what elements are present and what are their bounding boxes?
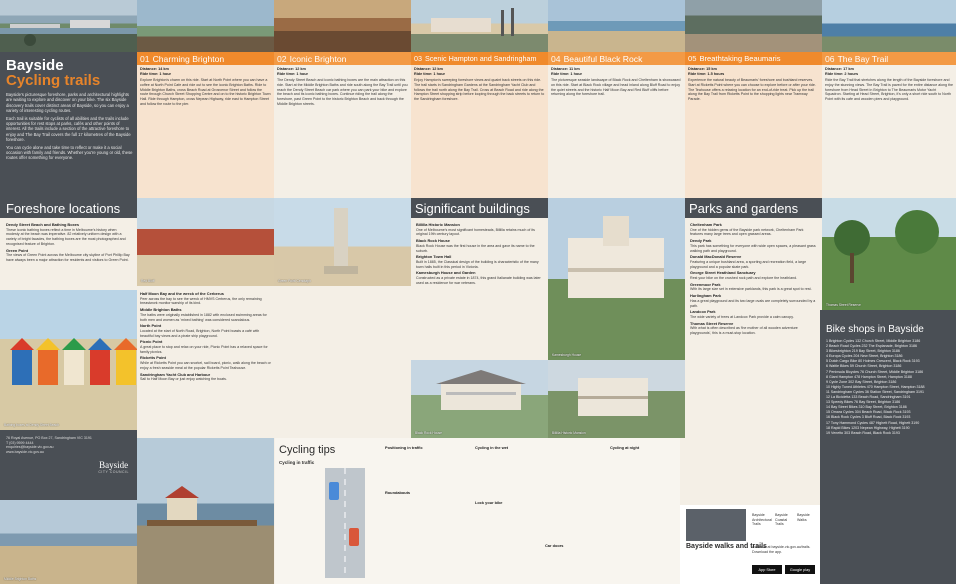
brighton-pier-photo xyxy=(0,0,137,52)
bike-shop-item: 11 Sandringham Cycles 36 Station Street, Sandringham 3191 xyxy=(826,389,925,394)
photo-caption: Bathing boxes at Dendy Street Beach xyxy=(4,423,59,427)
bathing-boxes-art xyxy=(0,290,137,430)
trail-1-photo xyxy=(137,0,274,52)
photo-caption: Billilla Historic Mansion xyxy=(552,431,586,435)
location-text: Located at the start of North Road, Brighton, North Point boasts a café with beautiful bay views and a pirate ship playground. xyxy=(140,328,260,338)
trees-art xyxy=(822,198,956,310)
trail-name: The Bay Trail xyxy=(837,53,889,64)
road-diagram xyxy=(315,468,375,578)
brand-title: Bayside xyxy=(6,57,64,74)
trail-3-header[interactable] xyxy=(411,52,548,65)
council-footer xyxy=(0,430,137,500)
location-title: Green Point xyxy=(6,247,29,253)
park-text: This park has something for everyone with wide open spaces, a pleasant grass walking path and playground. xyxy=(690,243,816,253)
mansion-art xyxy=(548,198,685,360)
bike-shop-item: 15 Omara Cycles 304 Beach Road, Black Rock 3193 xyxy=(826,410,911,415)
trail-6-photo xyxy=(822,0,956,52)
tip-positioning xyxy=(385,444,465,495)
yacht-club-art xyxy=(411,0,548,52)
tip-title: Cycling in the wet xyxy=(475,445,509,450)
trail-number: 01 xyxy=(140,53,150,64)
foreshore-list-1 xyxy=(0,218,137,288)
tip-wet xyxy=(475,444,535,505)
location-text: Sail to Half Moon Bay or just enjoy watching the boats. xyxy=(140,377,227,382)
bike-shop-item: 13 Speedy Bikes 76 Bay Street, Brighton 3186 xyxy=(826,400,901,405)
trail-name: Charming Brighton xyxy=(152,53,225,64)
foreshore-section xyxy=(0,198,137,584)
trail-ride-time: Ride time: 1 hour xyxy=(551,71,583,76)
photo-caption: Black Rock House xyxy=(415,431,442,435)
bathing-boxes-photo xyxy=(0,290,137,430)
tip-title: Positioning in traffic xyxy=(385,445,423,450)
photo-caption: Red Bluff xyxy=(141,279,155,283)
buildings-header xyxy=(411,198,548,218)
park-title: Hurlingham Park xyxy=(690,293,722,299)
trail-distance: Distance: 12 km xyxy=(277,67,306,71)
park-photo-1 xyxy=(822,198,956,310)
black-rock-house-photo xyxy=(411,360,548,438)
photo-caption: Kamesburgh House xyxy=(552,353,582,357)
section-title: Significant buildings xyxy=(415,201,530,216)
trail-number: 05 xyxy=(688,54,697,63)
trail-number: 04 xyxy=(551,53,561,64)
trail-description: Enjoy Hampton's sweeping foreshore views and quaint back streets on this ride. The trail starts in Sandringham Gardens at the Sandringham Yacht Club and follows the trail north along the Bay Trail. Cross at Beach Road and ride along the Hampton Street shopping strip before looping through the back streets to return to the Sandringham foreshore. xyxy=(414,78,545,101)
app-label[interactable]: Bayside Coastal Trails xyxy=(774,513,788,527)
cycling-tips-section xyxy=(275,438,680,584)
location-title: Half Moon Bay and the wreck of the Cerberus xyxy=(140,291,224,296)
council-logo xyxy=(98,460,129,474)
photo-caption: Green Point Cenotaph xyxy=(278,279,311,283)
tips-subtitle: Cycling in traffic xyxy=(279,460,315,465)
building-title: Brighton Town Hall xyxy=(416,254,452,260)
bike-shop-item: 16 Black Rock Cycles 3 Bluff Road, Black Rock 3193 xyxy=(826,415,911,420)
app-label[interactable]: Bayside Walks xyxy=(796,513,810,522)
bike-shop-item: 18 Rapid Bikes 1203 Nepean Highway, Highett 3190 xyxy=(826,425,910,430)
intro-paragraph: Each trail is suitable for cyclists of all abilities and the trails include opportunities for rest stops at parks, cafés and other points of interest. All the trails include a section of the attractive foreshore to enjoy and The Bay Trail covers the full 17 kilometres of the Bayside foreshore. xyxy=(6,115,131,143)
location-title: Dendy Street Beach and Bathing Boxes xyxy=(6,222,80,227)
park-title: Dendy Park xyxy=(690,238,712,244)
building-text: One of Melbourne's most significant homesteads, Billilla retains much of its original 19th century layout. xyxy=(416,227,535,237)
bike-shop-item: 12 La Bicicletta 133 Beach Road, Sandringham 3191 xyxy=(826,395,911,400)
trail-number: 06 xyxy=(825,53,835,64)
park-text: The wide variety of trees at Landcox Park provide a calm canopy. xyxy=(690,314,794,319)
trail-distance: Distance: 14 km xyxy=(140,67,169,71)
trail-5-header[interactable] xyxy=(685,52,822,65)
trail-5-body xyxy=(685,65,822,198)
location-title: Middle Brighton Baths xyxy=(140,307,182,313)
tip-title: Lock your bike xyxy=(475,499,503,505)
bike-shop-item: 2 Beach Road Cycles 232 The Esplanade, Brighton 3186 xyxy=(826,344,918,349)
trail-3-body xyxy=(411,65,548,198)
trail-ride-time: Ride time: 1 hour xyxy=(277,71,309,76)
photo-caption: Thomas Street Reserve xyxy=(826,303,861,307)
bike-shop-item: 10 Highly Tuned Athletes 470 Hampton Street, Hampton 3188 xyxy=(826,384,925,389)
bike-shop-item: 7 Peninsula Bicycles 76 Church Street, Middle Brighton 3186 xyxy=(826,369,924,374)
app-phone-image xyxy=(686,509,746,541)
parks-list xyxy=(685,218,822,500)
trail-2-header[interactable] xyxy=(274,52,411,65)
location-text: While at Ricketts Point you can snorkel, sail board, picnic, walk along the beach or enjoy a fresh seaside meal at the popular Ricketts Point Teahouse. xyxy=(140,361,271,370)
trail-description: The picturesque seaside landscape of Black Rock and Cheltenham is showcased on this ride. Start at Black Rock village and head inland along Bluff Road to enjoy the quiet streets and the historic Half Moon Bay and Red Bluff cliffs before returning along the foreshore trail. xyxy=(551,78,681,97)
council-address: 76 Royal Avenue, PO Box 27, Sandringham VIC 3191 xyxy=(6,436,92,440)
bike-shop-list xyxy=(820,339,956,436)
trail-4-photo xyxy=(548,0,685,52)
building-title: Billilla Historic Mansion xyxy=(416,222,460,227)
section-title: Bike shops in Bayside xyxy=(826,324,924,335)
park-title: Donald MacDonald Reserve xyxy=(690,254,742,260)
bike-shop-item: 9 Cycle Zone 302 Bay Street, Brighton 3186 xyxy=(826,379,897,384)
tip-doors xyxy=(545,444,605,549)
kamesburgh-photo xyxy=(548,198,685,360)
location-text: Peer across the bay to see the wreck of HMVS Cerberus, the only remaining breastwork monitor warship of its kind. xyxy=(140,296,262,306)
park-title: Thomas Street Reserve xyxy=(690,320,734,326)
green-point-photo xyxy=(274,198,411,286)
pier-photo xyxy=(137,438,274,584)
trail-name: Breathtaking Beaumaris xyxy=(699,54,781,63)
park-text: One of the hidden gems of the Bayside park network, Cheltenham Park features many large trees and open grassed areas. xyxy=(690,227,804,237)
trail-ride-time: Ride time: 1 hour xyxy=(140,71,172,76)
bike-shop-item: 4 Europa Cycles 204 New Street, Brighton 3186 xyxy=(826,354,903,359)
walks-section xyxy=(680,505,820,584)
trail-description: Experience the natural beauty of Beaumaris' foreshore and bushland reserves. Start at Ricketts Point where you can choose to explore before or after your ride. The Teahouse offers a relaxing location for an end-of-ride treat. Pick up the trail along the Bay Trail from Ricketts Point to the shopping lights near Tramway Parade. xyxy=(688,78,816,101)
location-text: These iconic bathing boxes reflect a time in Melbourne's history when modesty at the beach was imperative. 82 relatively uniform design with a variety of bright facades, the bathing boxes are the most photographed and recognised feature of Brighton. xyxy=(6,227,126,246)
foreshore-list-2 xyxy=(140,290,271,438)
trail-name: Beautiful Black Rock xyxy=(563,53,643,64)
cenotaph-art xyxy=(274,198,411,286)
location-text: A great place to stop and relax on your ride, Picnic Point has a relaxed space for family picnics. xyxy=(140,345,268,354)
app-store-badge[interactable]: App Store xyxy=(752,565,782,574)
park-text: Has a great playground and its two large ovals are completely surrounded by a path. xyxy=(690,298,816,308)
middle-brighton-photo xyxy=(0,500,137,584)
location-text: The views of Green Point across the Melbourne city skyline of Port Phillip Bay have always been a major attraction for residents and visitors to Green Point. xyxy=(6,253,130,262)
park-text: With what is often described as 'the mother of all wooden adventure playgrounds', this is a must-stop location. xyxy=(690,326,798,336)
council-email[interactable]: enquiries@bayside.vic.gov.au xyxy=(6,445,54,450)
intro-text xyxy=(6,92,133,163)
location-title: Ricketts Point xyxy=(140,355,166,361)
bike-shop-item: 8 Giant Hampton 478 Hampton Street, Hampton 3188 xyxy=(826,374,912,379)
council-phone: T (03) 9599 4444 xyxy=(6,440,34,445)
trail-ride-time: Ride time: 1.5 hours xyxy=(688,71,725,76)
tip-title: Cycling at night xyxy=(610,445,640,450)
trail-description: The Dendy Street Beach and iconic bathing boxes are the main attraction on this ride. Start at the Middle Brighton Baths and ride south along the Bay Trail until you reach the Dendy Street Beach car park where you can park your bike and explore the beach and its iconic bathing boxes. Continue riding the trail along the foreshore, past Green Point to the historic Brighton Beach and back through the Middle Brighton streets. xyxy=(277,78,408,106)
park-text: Featuring a unique bushland area, a sporting and recreation field, a large playground and a popular skate park. xyxy=(690,259,807,269)
bike-shop-item: 6 Wattle Bikes 59 Church Street, Brighton 3186 xyxy=(826,364,902,369)
photo-caption: Middle Brighton Baths xyxy=(4,577,37,581)
intro-paragraph: You can cycle alone and take time to reflect or make it a social occasion with family and friends. Whether you're young or old, these routes offer something for everyone. xyxy=(6,144,133,161)
bike-shop-item: 3 Bikesbrighton 219 Bay Street, Brighton 3186 xyxy=(826,349,900,354)
building-text: Black Rock House was the first house in the area and gave its name to the suburb. xyxy=(416,243,535,253)
bike-shop-item: 5 Dutch Cargo Bike 80 Holmes Crescent, Black Rock 3193 xyxy=(826,359,920,364)
park-text: With its large size set in extensive parklands, this park is a great spot to rest. xyxy=(690,287,812,292)
app-label[interactable]: Bayside Architectural Trails xyxy=(752,513,772,527)
trail-1-header[interactable] xyxy=(137,52,274,65)
trail-ride-time: Ride time: 1 hour xyxy=(414,71,446,76)
trail-6-body xyxy=(822,65,956,198)
park-title: Landcox Park xyxy=(690,309,716,315)
trail-number: 03 xyxy=(414,54,422,63)
bike-shop-item: 14 Bay Street Bikes 310 Bay Street, Brighton 3186 xyxy=(826,405,907,410)
trail-2-body xyxy=(274,65,411,198)
intro-paragraph: Bayside's picturesque foreshore, parks and architectural highlights are waiting to explore and discover on your bike. The six Bayside discovery trails cover distinct areas of Bayside, so you can enjoy a variety of interesting cycling routes. xyxy=(6,92,130,114)
bike-shop-item: 17 Tony Hammond Cycles 487 Highett Road, Highett 3190 xyxy=(826,420,920,425)
park-title: Cheltenham Park xyxy=(690,222,722,227)
trail-ride-time: Ride time: 2 hours xyxy=(825,71,859,76)
council-website[interactable]: www.bayside.vic.gov.au xyxy=(6,450,44,455)
section-title: Foreshore locations xyxy=(6,201,121,216)
park-title: George Street Heathland Sanctuary xyxy=(690,270,756,276)
parks-section xyxy=(685,198,822,505)
trail-name: Iconic Brighton xyxy=(289,53,347,64)
building-title: Kamesburgh House and Garden xyxy=(416,270,476,276)
location-title: Sandringham Yacht Club and Harbour xyxy=(140,371,211,377)
trail-distance: Distance: 17 km xyxy=(825,67,854,71)
trail-description: Explore Brighton's charm on this ride. Start at North Point where you can have a coffee at North Point Cafe and ride out to see the iconic Brighton Baths. Ride to Middle Brighton Baths, cross Beach Road at Grosvenor Street and follow the route through Church Street Shopping Centre and on to the historic Brighton Town Hall. Ride through Hampton, cross Nepean Highway, ride east to Hampton Street and follow the route to the pier. xyxy=(140,78,271,106)
trail-distance: Distance: 11 km xyxy=(551,67,580,71)
foreshore-header xyxy=(0,198,137,218)
pier-photo-art xyxy=(0,0,137,52)
trail-distance: Distance: 15 km xyxy=(688,67,717,71)
google-play-badge[interactable]: Google play xyxy=(785,565,815,574)
location-title: North Point xyxy=(140,323,162,329)
bike-shop-item: 1 Brighton Cycles 132 Church Street, Middle Brighton 3186 xyxy=(826,339,921,343)
location-title: Picnic Point xyxy=(140,339,163,345)
walks-note: Available at bayside.vic.gov.au/trails. Download the app. xyxy=(752,545,811,554)
pier-art xyxy=(137,438,274,584)
trail-2-photo xyxy=(274,0,411,52)
tip-night xyxy=(610,444,670,451)
section-title: Cycling tips xyxy=(279,444,336,456)
trail-5-photo xyxy=(685,0,822,52)
park-title: Greenmoor Park xyxy=(690,281,721,287)
billilla-photo xyxy=(548,360,685,438)
section-title: Parks and gardens xyxy=(689,201,799,216)
billilla-art xyxy=(548,360,685,438)
building-text: Constructed as a private estate in 1874, this grand Italianate building was later used as a residence for war veterans. xyxy=(416,276,541,285)
logo-subtext: CITY COUNCIL xyxy=(98,470,129,474)
tip-title: Car doors xyxy=(545,543,564,548)
trail-4-body xyxy=(548,65,685,198)
tip-title: Roundabouts xyxy=(385,489,411,495)
house-art xyxy=(411,360,548,438)
trail-number: 02 xyxy=(277,53,287,64)
red-bluff-photo xyxy=(137,198,274,286)
intro-panel xyxy=(0,0,137,198)
trail-1-body xyxy=(137,65,274,198)
logo-text: Bayside xyxy=(99,460,129,470)
trail-name: Scenic Hampton and Sandringham xyxy=(425,54,537,63)
location-text: The baths were originally established in 1882 with enclosed swimming areas for both men and women as 'mixed bathing' was considered scandalous. xyxy=(140,312,267,322)
trail-description: Ride the Bay Trail that stretches along the length of the Bayside foreshore and enjoy the stunning views. The Bay Trail is paved for the entire distance along the foreshore from Head Street in Brighton to The Beaumaris Motor Yacht Squadron. Starting at Head Street, Brighton, it's only a short ride south to North Point with its cafe and wooden piers and playground. xyxy=(825,78,953,101)
building-title: Black Rock House xyxy=(416,238,450,244)
trail-distance: Distance: 12 km xyxy=(414,67,443,71)
parks-header xyxy=(685,198,822,218)
walks-title: Bayside walks and trails xyxy=(686,543,767,550)
brand-subtitle: Cycling trails xyxy=(6,72,101,89)
walks-apps xyxy=(752,513,816,527)
trail-4-header[interactable] xyxy=(548,52,685,65)
park-text: Rest your bike on the crushed rock path and explore the heathland. xyxy=(690,276,798,281)
trail-6-header[interactable] xyxy=(822,52,956,65)
bike-shop-item: 19 Venetto 303 Beach Road, Black Rock 3193 xyxy=(826,430,900,435)
building-text: Built in 1885, the Classical design of the building is characteristic of the many town halls built in this period in Victoria. xyxy=(416,259,539,269)
trail-3-photo xyxy=(411,0,548,52)
bike-shops-section xyxy=(820,310,956,584)
